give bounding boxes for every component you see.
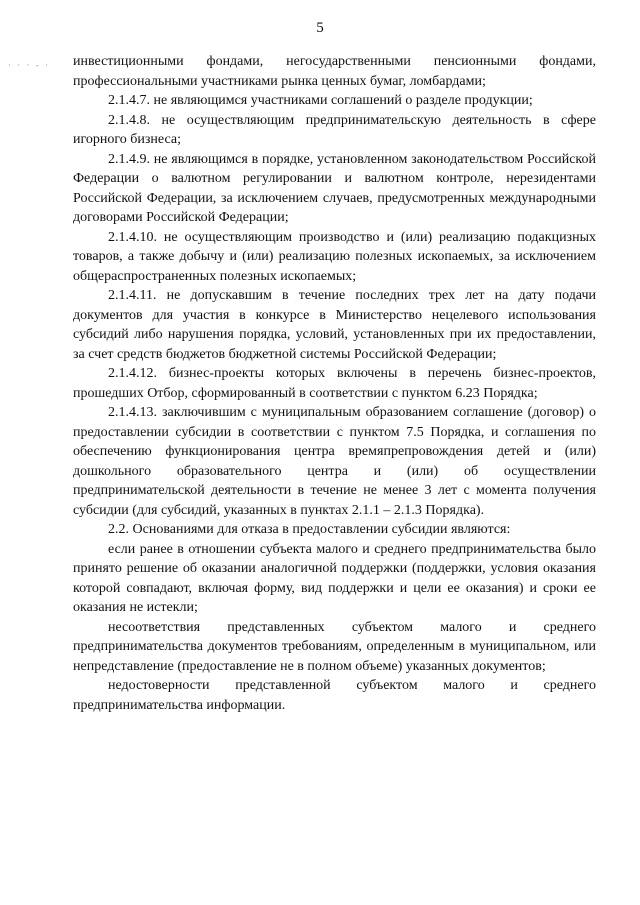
paragraph-2-2: 2.2. Основаниями для отказа в предоставлении субсидии являются:	[108, 522, 511, 537]
paragraph-continuation: инвестиционными фондами, негосударственными пенсионными фондами, профессиональными участниками рынка ценных бумаг, ломбардами;	[73, 54, 596, 89]
paragraph-2-1-4-11: 2.1.4.11. не допускавшим в течение последних трех лет на дату подачи документов для участия в конкурсе в Министерство нецелевого использования субсидий либо нарушения порядка, условий, установленных при их предоставлении, за счет средств бюджетов бюджетной системы Российской Федерации;	[73, 288, 596, 362]
paragraph-2-1-4-13: 2.1.4.13. заключившим с муниципальным образованием соглашение (договор) о предоставлении субсидии в соответствии с пунктом 7.5 Порядка, и соглашения по обеспечению функционирования центра времяпрепровождения детей и (или) дошкольного образовательного центра и (или) об осуществлении предпринимательской деятельности в течение не менее 3 лет с момента получения субсидии (для субсидий, указанных в пунктах 2.1.1 – 2.1.3 Порядка).	[73, 405, 596, 518]
paragraph-2-1-4-7: 2.1.4.7. не являющимся участниками соглашений о разделе продукции;	[108, 93, 533, 108]
refusal-reason-2: несоответствия представленных субъектом малого и среднего предпринимательства документов требованиям, определенным в муниципальном, или непредставление (предоставление не в полном объеме) указанных документов;	[73, 619, 596, 674]
paragraph-2-1-4-8: 2.1.4.8. не осуществляющим предпринимательскую деятельность в сфере игорного бизнеса;	[73, 112, 596, 147]
scan-artifact-marks: · · · ‐ ·	[8, 60, 50, 70]
refusal-reason-3: недостоверности представленной субъектом малого и среднего предпринимательства информации.	[73, 678, 596, 713]
paragraph-2-1-4-9: 2.1.4.9. не являющимся в порядке, установленном законодательством Российской Федерации о валютном регулировании и валютном контроле, нерезидентами Российской Федерации, за исключением случаев, предусмотренных международными договорами Российской Федерации;	[73, 151, 596, 225]
paragraph-2-1-4-12: 2.1.4.12. бизнес-проекты которых включены в перечень бизнес-проектов, прошедших Отбор, сформированный в соответствии с пунктом 6.23 Порядка;	[73, 366, 596, 401]
refusal-reason-1: если ранее в отношении субъекта малого и среднего предпринимательства было принято решение об оказании аналогичной поддержки (поддержки, условия оказания которой совпадают, включая форму, вид поддержки и цели ее оказания) и сроки ее оказания не истекли;	[73, 541, 596, 615]
paragraph-2-1-4-10: 2.1.4.10. не осуществляющим производство и (или) реализацию подакцизных товаров, а также добычу и (или) реализацию полезных ископаемых, за исключением общераспространенных полезных ископаемых;	[73, 229, 596, 284]
page-number: 5	[316, 20, 324, 36]
document-body	[73, 52, 596, 715]
